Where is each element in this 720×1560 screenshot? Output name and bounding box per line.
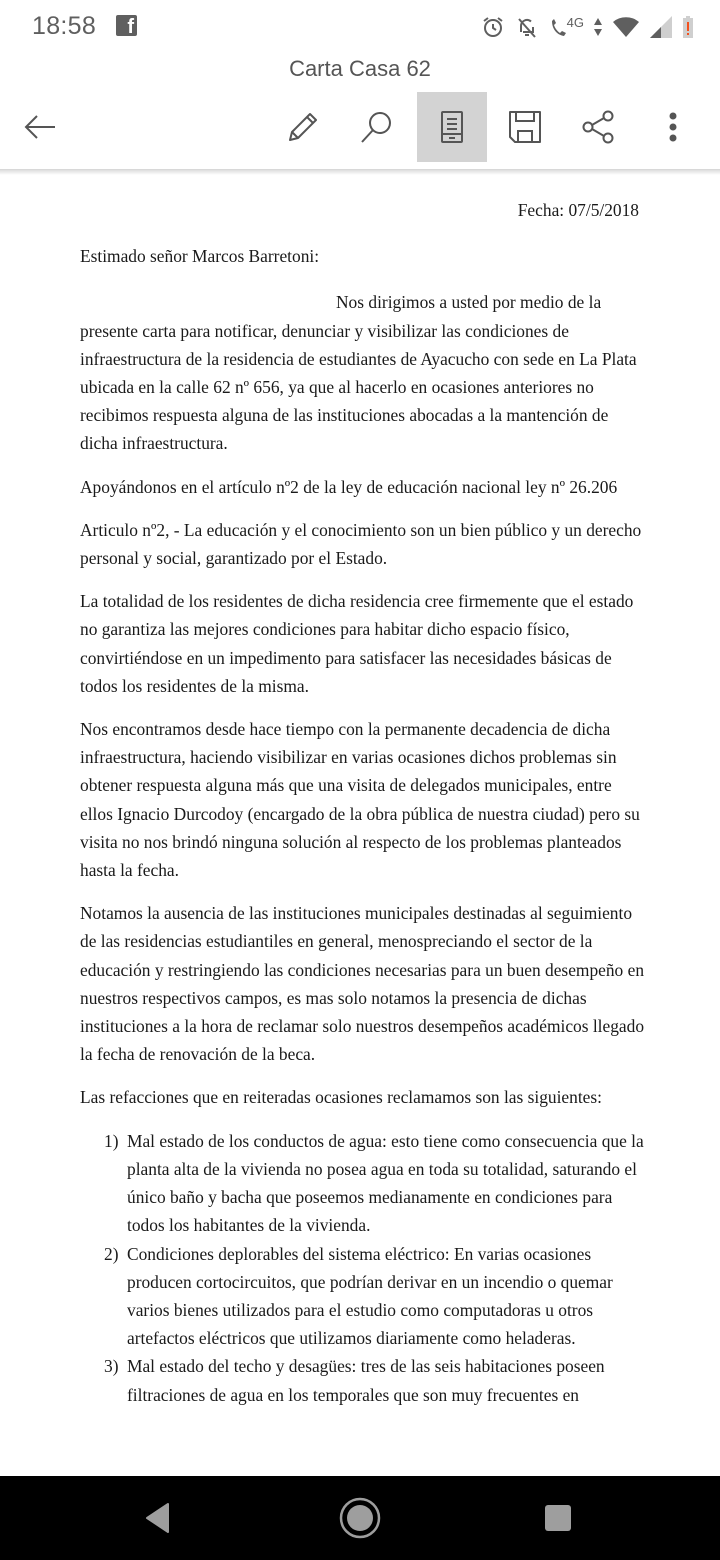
search-button[interactable]: [342, 92, 412, 162]
header-divider: [0, 169, 720, 175]
home-circle-icon: [338, 1496, 382, 1540]
signal-icon: [650, 16, 672, 38]
edit-button[interactable]: [268, 92, 338, 162]
paragraph-text: Nos dirigimos a usted por medio de la presente carta para notificar, denunciar y visibilizar las condiciones de infraestructura de la residencia de estudiantes de Ayacucho con sede en La Plata ubicada en la calle 62 nº 656, ya que al hacerlo en ocasiones anteriores no recibimos respuesta alguna de las instituciones abocadas a la mantención de dicha infraestructura.: [80, 292, 637, 454]
arrow-left-icon: [22, 112, 58, 142]
alarm-icon: [481, 15, 505, 39]
pencil-icon: [285, 109, 321, 145]
status-time: 18:58: [32, 12, 97, 40]
more-options-button[interactable]: [638, 92, 708, 162]
recents-square-icon: [543, 1503, 573, 1533]
list-item: [104, 1240, 645, 1353]
list-number: 2): [104, 1243, 119, 1264]
paragraph: [80, 288, 645, 457]
paragraph: Apoyándonos en el artículo nº2 de la ley de educación nacional ley nº 26.206: [80, 476, 618, 497]
list-item: [104, 1352, 645, 1408]
more-vertical-icon: [668, 111, 678, 143]
list-text: Mal estado de los conductos de agua: esto tiene como consecuencia que la planta alta de la vivienda no posea agua en toda su totalidad, saturando el único baño y bacha que poseemos medianamente en condiciones para todos los habitantes de la vivienda.: [127, 1130, 644, 1236]
navigation-bar: [0, 1476, 720, 1560]
4g-icon: 4G: [566, 14, 584, 30]
data-arrows-icon: [594, 16, 602, 38]
facebook-icon: f: [116, 15, 137, 36]
list-number: 1): [104, 1130, 119, 1151]
letter-date: Fecha: 07/5/2018: [517, 200, 639, 220]
back-button[interactable]: [5, 92, 75, 162]
repairs-list: [80, 1127, 645, 1409]
mobile-view-icon: [440, 110, 464, 144]
status-icons: [481, 12, 694, 42]
paragraph: La totalidad de los residentes de dicha residencia cree firmemente que el estado no garantiza las mejores condiciones para habitar dicho espacio físico, convirtiéndose en un impedimento para satisfacer las necesidades básicas de todos los residentes de la misma.: [80, 591, 634, 696]
list-text: Mal estado del techo y desagües: tres de las seis habitaciones poseen filtraciones de agua en los temporales que son muy frecuentes en: [127, 1356, 605, 1405]
nav-recents-button[interactable]: [528, 1494, 588, 1542]
list-text: Condiciones deplorables del sistema eléctrico: En varias ocasiones producen cortocircuitos, que podrían derivar en un incendio o quemar varios bienes utilizados para el estudio como computadoras u otros artefactos eléctricos que utilizamos diariamente como heladeras.: [127, 1243, 613, 1349]
wifi-call-icon: [549, 15, 567, 39]
save-button[interactable]: [490, 92, 560, 162]
paragraph: Articulo nº2, - La educación y el conocimiento son un bien público y un derecho personal y social, garantizado por el Estado.: [80, 519, 642, 569]
floppy-disk-icon: [508, 110, 542, 144]
share-button[interactable]: [563, 92, 633, 162]
nav-back-button[interactable]: [128, 1494, 188, 1542]
toolbar: [0, 92, 720, 162]
wifi-icon: [612, 15, 640, 39]
status-bar: [0, 0, 720, 52]
document-body: [80, 196, 645, 1409]
bell-off-icon: [515, 15, 539, 39]
letter-greeting: Estimado señor Marcos Barretoni:: [80, 246, 320, 267]
nav-home-button[interactable]: [330, 1494, 390, 1542]
search-icon: [359, 109, 395, 145]
paragraph: Nos encontramos desde hace tiempo con la permanente decadencia de dicha infraestructura, haciendo visibilizar en varias ocasiones dichos problemas sin obtener respuesta alguna más que una visita de delegados municipales, entre ellos Ignacio Durcodoy (encargado de la obra pública de nuestra ciudad) pero su visita no nos brindó ninguna solución al respecto de los problemas planteados hasta la fecha.: [80, 719, 640, 881]
share-icon: [581, 110, 615, 144]
list-item: [104, 1127, 645, 1240]
paragraph: Las refacciones que en reiteradas ocasiones reclamamos son las siguientes:: [80, 1087, 602, 1108]
mobile-view-button[interactable]: [417, 92, 487, 162]
list-number: 3): [104, 1356, 119, 1377]
document-title: Carta Casa 62: [289, 56, 431, 81]
back-triangle-icon: [144, 1502, 172, 1534]
battery-low-icon: [682, 15, 694, 39]
paragraph: Notamos la ausencia de las instituciones municipales destinadas al seguimiento de las residencias estudiantiles en general, menospreciando el sector de la educación y restringiendo las condiciones necesarias para un buen desempeño en nuestros respectivos campos, es mas solo notamos la presencia de dichas instituciones a la hora de reclamar solo nuestros desempeños académicos llegado la fecha de renovación de la beca.: [80, 903, 645, 1065]
